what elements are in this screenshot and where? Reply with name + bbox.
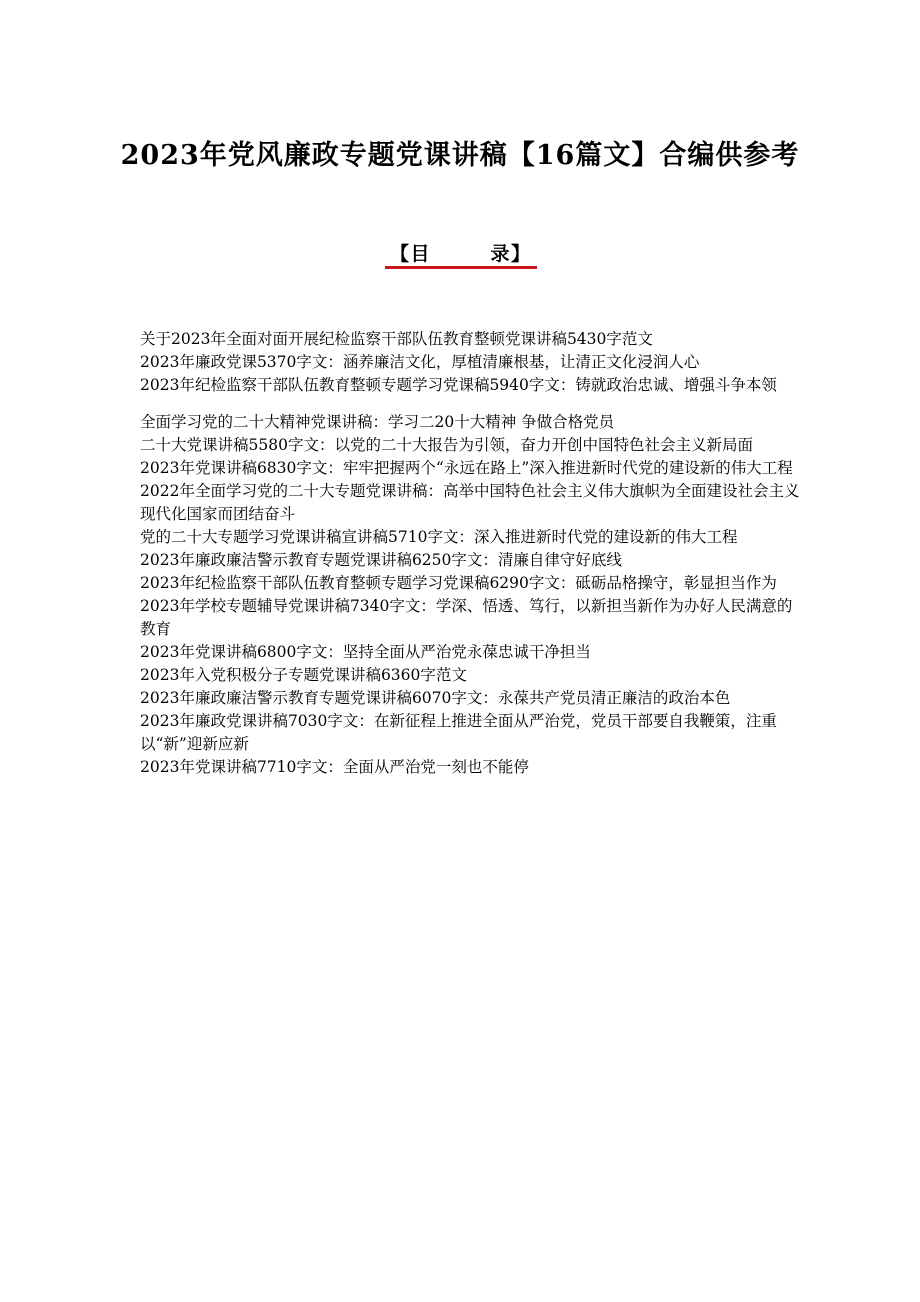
toc-item[interactable]: 2023年廉政党课讲稿7030字文：在新征程上推进全面从严治党，党员干部要自我鞭策，注重以“新”迎新应新 xyxy=(140,712,777,753)
toc-item[interactable]: 党的二十大专题学习党课讲稿宣讲稿5710字文：深入推进新时代党的建设新的伟大工程 xyxy=(140,528,738,546)
toc-item[interactable]: 关于2023年全面对面开展纪检监察干部队伍教育整顿党课讲稿5430字范文 xyxy=(140,330,653,348)
toc-heading-second-char: 录 xyxy=(490,243,510,265)
document-title: 2023年党风廉政专题党课讲稿【16篇文】合编供参考 xyxy=(120,140,800,172)
toc-item[interactable]: 2022年全面学习党的二十大专题党课讲稿：高举中国特色社会主义伟大旗帜为全面建设社会主义现代化国家而团结奋斗 xyxy=(140,482,800,523)
toc-list xyxy=(140,328,800,779)
toc-heading-underline xyxy=(385,266,537,269)
toc-item[interactable]: 2023年纪检监察干部队伍教育整顿专题学习党课稿6290字文：砥砺品格操守，彰显担当作为 xyxy=(140,574,777,592)
toc-item[interactable]: 2023年入党积极分子专题党课讲稿6360字范文 xyxy=(140,666,467,684)
toc-item[interactable]: 2023年党课讲稿6830字文：牢牢把握两个“永远在路上”深入推进新时代党的建设新的伟大工程 xyxy=(140,459,793,477)
toc-item[interactable]: 2023年党课讲稿7710字文：全面从严治党一刻也不能停 xyxy=(140,758,529,776)
toc-item[interactable]: 2023年纪检监察干部队伍教育整顿专题学习党课稿5940字文：铸就政治忠诚、增强斗争本领 xyxy=(140,376,777,394)
toc-item[interactable]: 2023年廉政党课5370字文：涵养廉洁文化，厚植清廉根基，让清正文化浸润人心 xyxy=(140,353,700,371)
toc-item[interactable]: 2023年廉政廉洁警示教育专题党课讲稿6070字文：永葆共产党员清正廉洁的政治本色 xyxy=(140,689,731,707)
toc-item[interactable]: 2023年廉政廉洁警示教育专题党课讲稿6250字文：清廉自律守好底线 xyxy=(140,551,622,569)
toc-heading-close-bracket: 】 xyxy=(511,243,531,265)
toc-item[interactable]: 二十大党课讲稿5580字文：以党的二十大报告为引领，奋力开创中国特色社会主义新局面 xyxy=(140,436,753,454)
toc-item[interactable]: 全面学习党的二十大精神党课讲稿：学习二20十大精神 争做合格党员 xyxy=(140,413,615,431)
toc-item[interactable]: 2023年党课讲稿6800字文：坚持全面从严治党永葆忠诚干净担当 xyxy=(140,643,591,661)
toc-heading-first-char: 目 xyxy=(410,243,430,265)
toc-heading-open-bracket: 【 xyxy=(389,243,409,265)
toc-item[interactable]: 2023年学校专题辅导党课讲稿7340字文：学深、悟透、笃行，以新担当新作为办好人民满意的教育 xyxy=(140,597,793,638)
toc-heading xyxy=(380,240,540,268)
